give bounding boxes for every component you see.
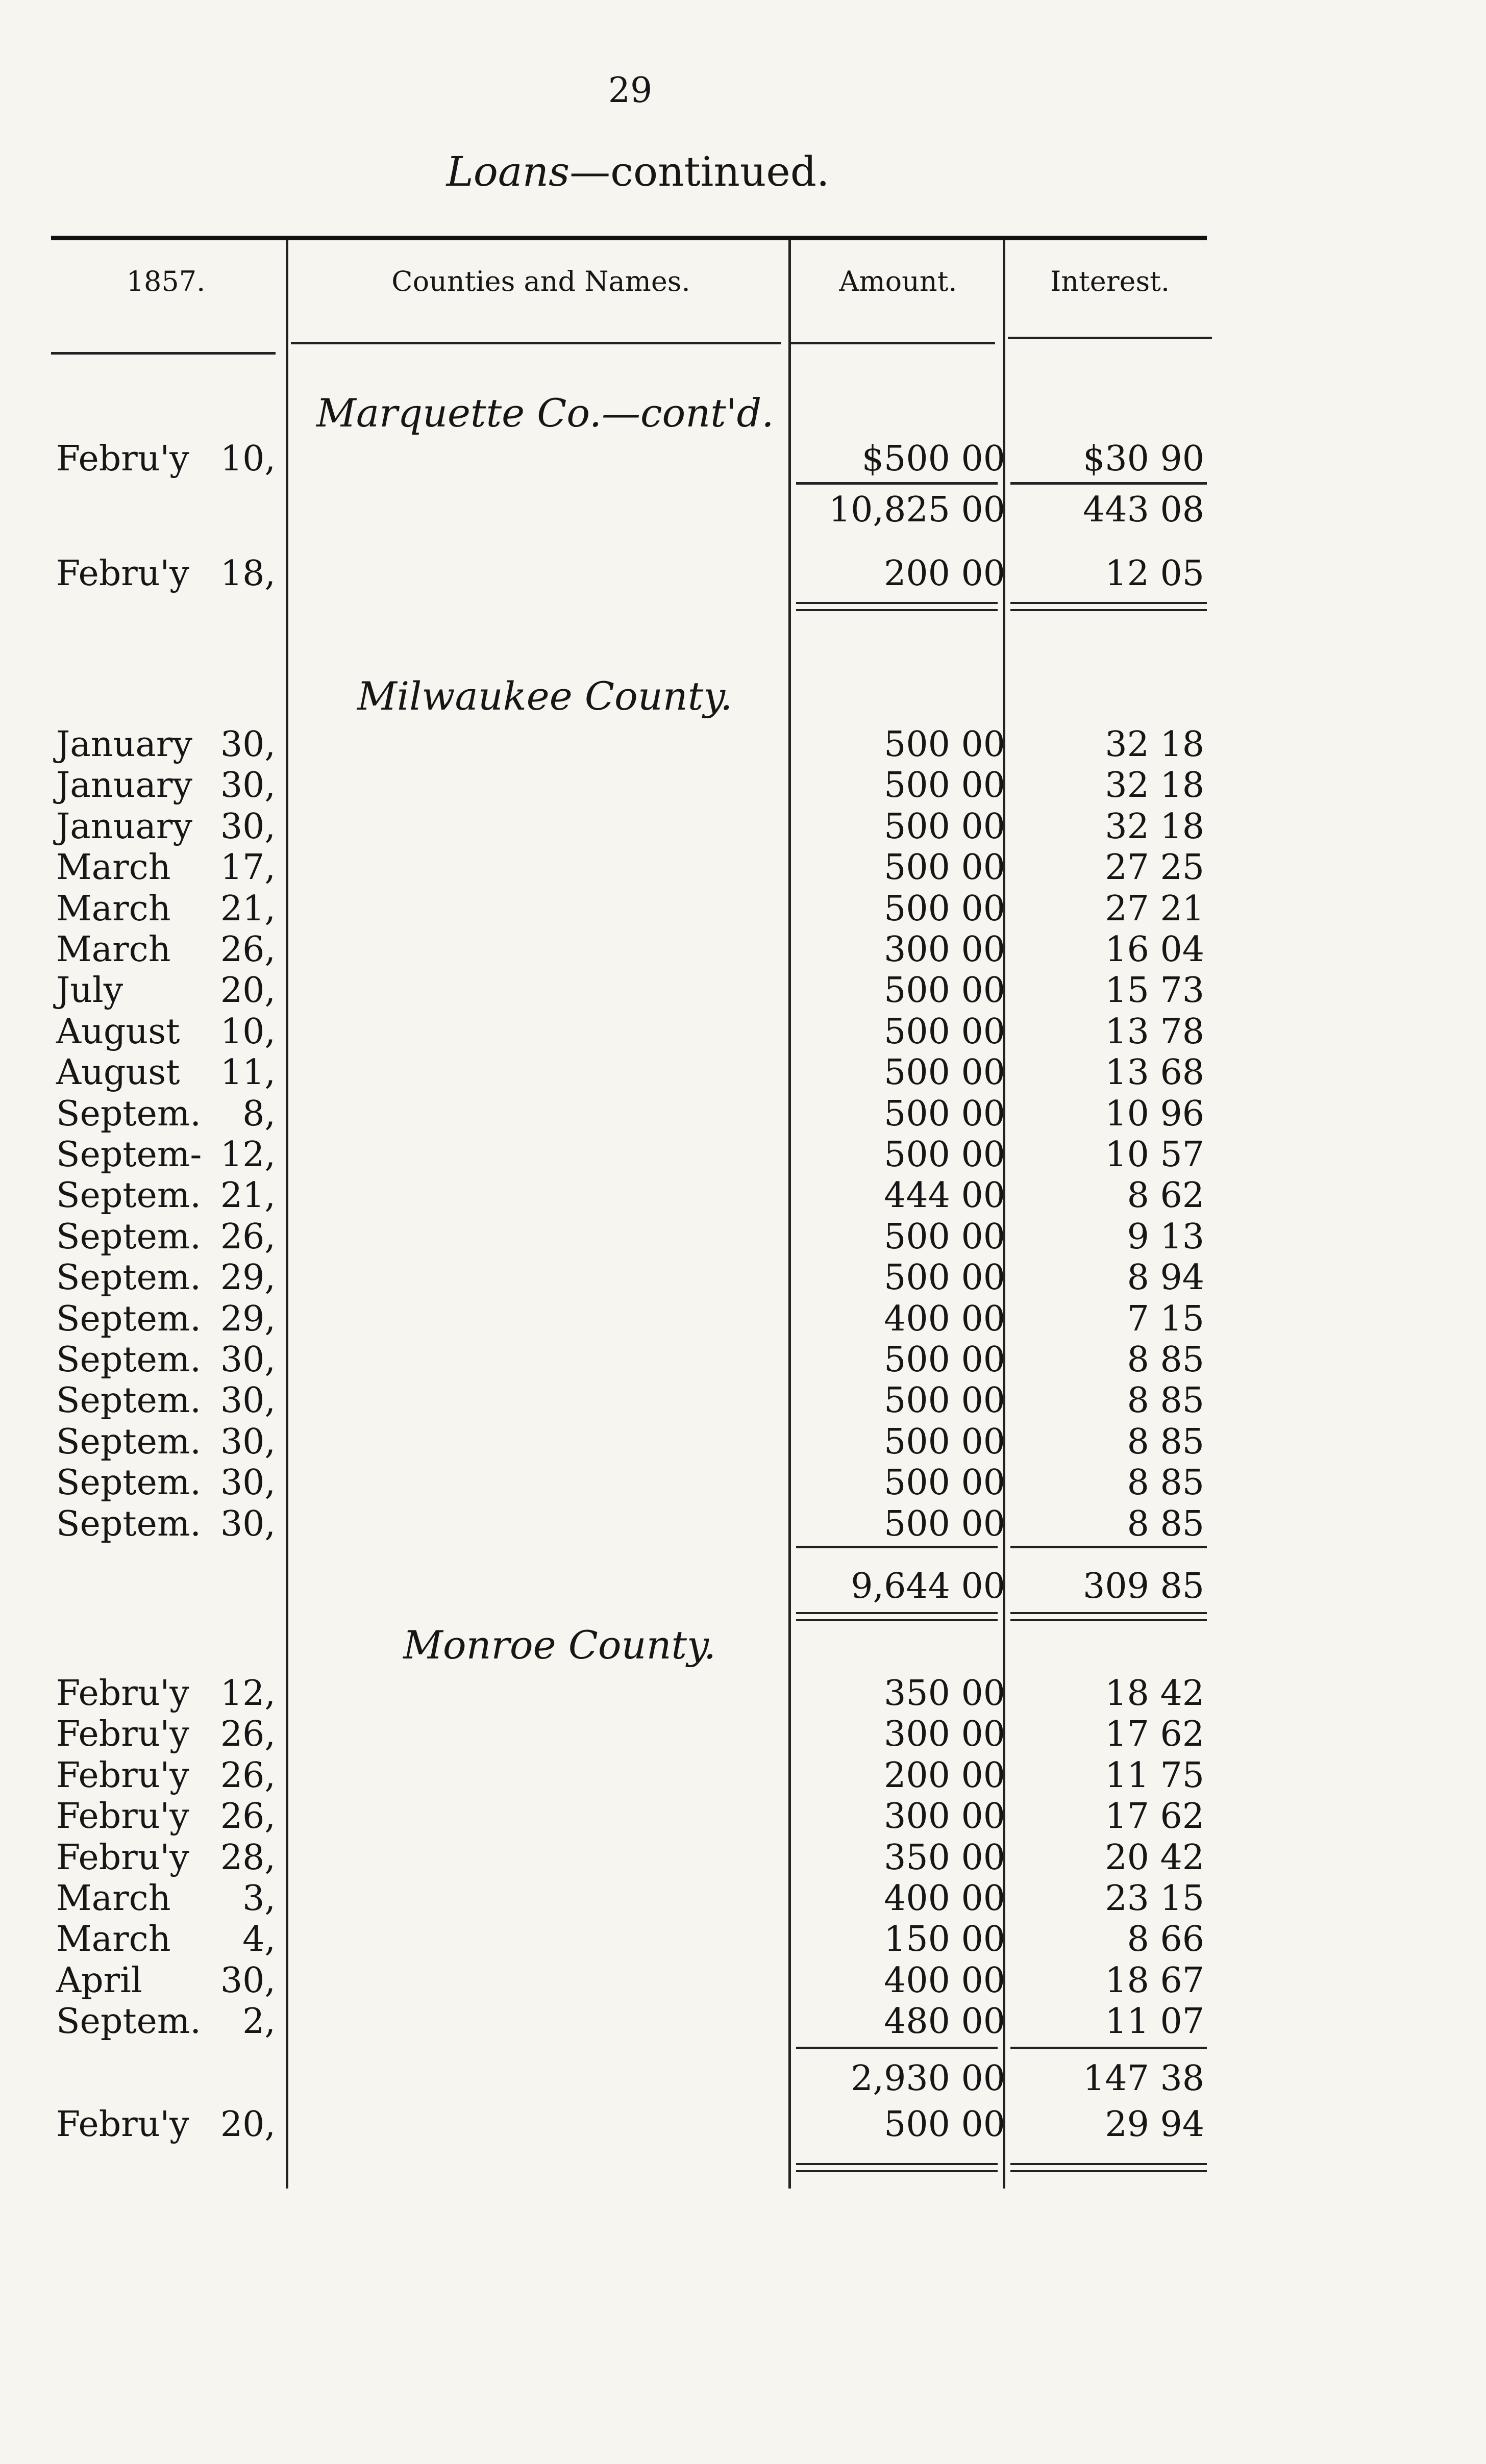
entry-interest: 9 13 <box>1127 1216 1204 1257</box>
entry-amount: 400 00 <box>884 1878 1005 1919</box>
entry-interest: 27 25 <box>1105 847 1204 888</box>
table-row <box>0 724 1486 765</box>
county-heading: Milwaukee County. <box>357 673 733 719</box>
table-row <box>0 1340 1486 1380</box>
entry-month: March <box>56 888 171 929</box>
header-under-rule-year <box>51 352 276 355</box>
entry-month: March <box>56 929 171 970</box>
entry-day: 17, <box>220 847 276 888</box>
entry-month: Septem. <box>56 1380 202 1421</box>
table-row <box>0 1504 1486 1545</box>
table-row <box>0 1258 1486 1298</box>
entry-amount: 500 00 <box>884 1380 1005 1421</box>
table-row <box>0 1714 1486 1755</box>
table-row <box>0 1012 1486 1052</box>
entry-interest: 15 73 <box>1105 970 1204 1011</box>
entry-day: 28, <box>220 1837 276 1878</box>
entry-month: Febru'y <box>56 1714 189 1755</box>
table-row <box>0 1380 1486 1421</box>
entry-amount: 500 00 <box>884 1258 1005 1298</box>
entry-amount: 200 00 <box>884 554 1005 594</box>
subtotal-interest: 147 38 <box>1083 2058 1204 2099</box>
table-row <box>0 1878 1486 1919</box>
entry-interest: 8 85 <box>1127 1380 1204 1421</box>
entry-amount: 500 00 <box>884 2104 1005 2145</box>
table-row <box>0 1919 1486 1960</box>
entry-interest: 8 62 <box>1127 1175 1204 1216</box>
header-interest: Interest. <box>1050 265 1170 297</box>
entry-day: 29, <box>220 1258 276 1298</box>
entry-day: 26, <box>220 1216 276 1257</box>
entry-interest: 12 05 <box>1105 554 1204 594</box>
entry-day: 20, <box>220 2104 276 2145</box>
entry-interest: 17 62 <box>1105 1714 1204 1755</box>
double-rule-amount <box>796 2163 998 2172</box>
entry-interest: 11 75 <box>1105 1755 1204 1796</box>
entry-interest: $30 90 <box>1083 439 1204 479</box>
table-top-rule <box>51 236 1207 240</box>
double-rule-interest <box>1010 1612 1207 1621</box>
entry-month: Febru'y <box>56 1755 189 1796</box>
table-row <box>0 1838 1486 1878</box>
entry-amount: 500 00 <box>884 847 1005 888</box>
entry-month: March <box>56 1878 171 1919</box>
entry-day: 30, <box>220 765 276 806</box>
entry-month: Septem. <box>56 1421 202 1462</box>
entry-amount: 500 00 <box>884 970 1005 1011</box>
subtotal-amount: 2,930 00 <box>851 2058 1005 2099</box>
entry-interest: 29 94 <box>1105 2104 1204 2145</box>
page-number: 29 <box>608 70 653 111</box>
entry-interest: 20 42 <box>1105 1837 1204 1878</box>
subtotal-rule-interest <box>1010 1546 1207 1548</box>
entry-month: Febru'y <box>56 439 189 479</box>
header-amount: Amount. <box>839 265 957 297</box>
entry-interest: 8 85 <box>1127 1421 1204 1462</box>
university-row <box>0 554 1486 594</box>
title-italic: Loans <box>446 148 570 195</box>
subtotal-row <box>0 1566 1486 1607</box>
entry-month: Septem. <box>56 1340 202 1380</box>
subtotal-row <box>0 2058 1486 2099</box>
entry-month: Septem. <box>56 1503 202 1544</box>
entry-amount: 500 00 <box>884 1216 1005 1257</box>
table-row <box>0 889 1486 929</box>
entry-interest: 17 62 <box>1105 1796 1204 1837</box>
entry-interest: 8 66 <box>1127 1919 1204 1960</box>
double-rule-interest <box>1010 2163 1207 2172</box>
entry-day: 21, <box>220 888 276 929</box>
entry-amount: 300 00 <box>884 1796 1005 1837</box>
entry-month: Septem. <box>56 2001 202 2042</box>
double-rule-amount <box>796 1612 998 1621</box>
title-rest: —continued. <box>569 148 830 195</box>
entry-day: 26, <box>220 1796 276 1837</box>
entry-amount: 300 00 <box>884 1714 1005 1755</box>
entry-day: 30, <box>220 1380 276 1421</box>
entry-interest: 32 18 <box>1105 724 1204 765</box>
entry-day: 26, <box>220 1755 276 1796</box>
entry-amount: 500 00 <box>884 1093 1005 1134</box>
entry-day: 21, <box>220 1175 276 1216</box>
table-row <box>0 1463 1486 1503</box>
entry-day: 11, <box>220 1052 276 1093</box>
entry-amount: 150 00 <box>884 1919 1005 1960</box>
entry-amount: 350 00 <box>884 1673 1005 1714</box>
entry-day: 18, <box>220 554 276 594</box>
table-row <box>0 1094 1486 1135</box>
entry-day: 12, <box>220 1673 276 1714</box>
table-row <box>0 1135 1486 1175</box>
county-heading: Marquette Co.—cont'd. <box>316 390 774 436</box>
entry-amount: 350 00 <box>884 1837 1005 1878</box>
entry-interest: 32 18 <box>1105 806 1204 847</box>
header-year: 1857. <box>126 265 206 297</box>
table-row <box>0 1052 1486 1093</box>
entry-amount: 500 00 <box>884 1463 1005 1503</box>
entry-month: March <box>56 1919 171 1960</box>
table-row <box>0 970 1486 1011</box>
header-under-rule-names <box>291 342 781 344</box>
entry-day: 26, <box>220 1714 276 1755</box>
entry-interest: 10 57 <box>1105 1135 1204 1175</box>
entry-month: March <box>56 847 171 888</box>
table-row <box>0 1755 1486 1796</box>
entry-amount: 500 00 <box>884 1135 1005 1175</box>
entry-month: January <box>56 724 192 765</box>
header-under-rule-interest <box>1008 337 1212 339</box>
university-row <box>0 2104 1486 2145</box>
entry-month: Febru'y <box>56 554 189 594</box>
subtotal-interest: 309 85 <box>1083 1566 1204 1606</box>
entry-month: Septem. <box>56 1216 202 1257</box>
entry-day: 8, <box>242 1093 276 1134</box>
entry-month: Septem- <box>56 1135 202 1175</box>
entry-amount: 500 00 <box>884 765 1005 806</box>
entry-day: 30, <box>220 724 276 765</box>
table-row <box>0 847 1486 888</box>
page-title <box>357 148 919 195</box>
entry-amount: 400 00 <box>884 1298 1005 1339</box>
entry-day: 30, <box>220 1421 276 1462</box>
entry-day: 2, <box>242 2001 276 2042</box>
subtotal-amount: 10,825 00 <box>828 490 1005 530</box>
entry-day: 3, <box>242 1878 276 1919</box>
entry-amount: 500 00 <box>884 888 1005 929</box>
entry-month: Febru'y <box>56 1796 189 1837</box>
entry-interest: 10 96 <box>1105 1093 1204 1134</box>
table-row <box>0 1960 1486 2001</box>
entry-interest: 18 42 <box>1105 1673 1204 1714</box>
entry-interest: 13 78 <box>1105 1011 1204 1052</box>
entry-month: Septem. <box>56 1258 202 1298</box>
entry-month: July <box>56 970 123 1011</box>
entry-month: Febru'y <box>56 2104 189 2145</box>
entry-month: Febru'y <box>56 1837 189 1878</box>
entry-interest: 8 85 <box>1127 1503 1204 1544</box>
entry-day: 30, <box>220 1340 276 1380</box>
subtotal-rule-interest <box>1010 2047 1207 2049</box>
entry-month: Septem. <box>56 1175 202 1216</box>
subtotal-rule-interest <box>1010 482 1207 485</box>
entry-interest: 32 18 <box>1105 765 1204 806</box>
table-row <box>0 807 1486 847</box>
table-row <box>0 1299 1486 1340</box>
entry-amount: 200 00 <box>884 1755 1005 1796</box>
entry-day: 26, <box>220 929 276 970</box>
table-row <box>0 929 1486 970</box>
entry-month: Febru'y <box>56 1673 189 1714</box>
double-rule-interest <box>1010 602 1207 611</box>
entry-amount: $500 00 <box>861 439 1005 479</box>
subtotal-amount: 9,644 00 <box>851 1566 1005 1606</box>
entry-month: Septem. <box>56 1093 202 1134</box>
entry-amount: 500 00 <box>884 1052 1005 1093</box>
table-row <box>0 1217 1486 1258</box>
table-row <box>0 765 1486 806</box>
entry-month: January <box>56 806 192 847</box>
entry-day: 30, <box>220 1960 276 2001</box>
entry-day: 30, <box>220 1463 276 1503</box>
entry-amount: 500 00 <box>884 1340 1005 1380</box>
entry-amount: 444 00 <box>884 1175 1005 1216</box>
table-row <box>0 2001 1486 2042</box>
header-under-rule-amount <box>791 342 995 344</box>
subtotal-rule-amount <box>796 1546 998 1548</box>
entry-month: August <box>56 1052 180 1093</box>
entry-interest: 27 21 <box>1105 888 1204 929</box>
subtotal-row <box>0 490 1486 531</box>
entry-amount: 400 00 <box>884 1960 1005 2001</box>
entry-day: 30, <box>220 1503 276 1544</box>
table-row <box>0 1175 1486 1216</box>
entry-month: January <box>56 765 192 806</box>
subtotal-rule-amount <box>796 2047 998 2049</box>
entry-day: 30, <box>220 806 276 847</box>
entry-month: April <box>56 1960 142 2001</box>
subtotal-rule-amount <box>796 482 998 485</box>
entry-month: August <box>56 1011 180 1052</box>
entry-day: 29, <box>220 1298 276 1339</box>
header-names: Counties and Names. <box>391 265 690 297</box>
entry-interest: 8 85 <box>1127 1463 1204 1503</box>
entry-interest: 8 94 <box>1127 1258 1204 1298</box>
entry-amount: 500 00 <box>884 1011 1005 1052</box>
entry-interest: 7 15 <box>1127 1298 1204 1339</box>
entry-day: 12, <box>220 1135 276 1175</box>
entry-amount: 500 00 <box>884 1503 1005 1544</box>
entry-month: Septem. <box>56 1463 202 1503</box>
entry-amount: 500 00 <box>884 724 1005 765</box>
entry-amount: 480 00 <box>884 2001 1005 2042</box>
double-rule-amount <box>796 602 998 611</box>
entry-day: 10, <box>220 1011 276 1052</box>
entry-interest: 16 04 <box>1105 929 1204 970</box>
table-row <box>0 1673 1486 1714</box>
table-row <box>0 1796 1486 1837</box>
entry-amount: 500 00 <box>884 1421 1005 1462</box>
entry-interest: 13 68 <box>1105 1052 1204 1093</box>
entry-amount: 300 00 <box>884 929 1005 970</box>
subtotal-interest: 443 08 <box>1083 490 1204 530</box>
entry-interest: 11 07 <box>1105 2001 1204 2042</box>
table-row <box>0 439 1486 480</box>
entry-day: 20, <box>220 970 276 1011</box>
entry-day: 10, <box>220 439 276 479</box>
table-row <box>0 1422 1486 1463</box>
entry-amount: 500 00 <box>884 806 1005 847</box>
entry-day: 4, <box>242 1919 276 1960</box>
entry-month: Septem. <box>56 1298 202 1339</box>
entry-interest: 23 15 <box>1105 1878 1204 1919</box>
county-heading: Monroe County. <box>403 1622 716 1668</box>
entry-interest: 18 67 <box>1105 1960 1204 2001</box>
entry-interest: 8 85 <box>1127 1340 1204 1380</box>
